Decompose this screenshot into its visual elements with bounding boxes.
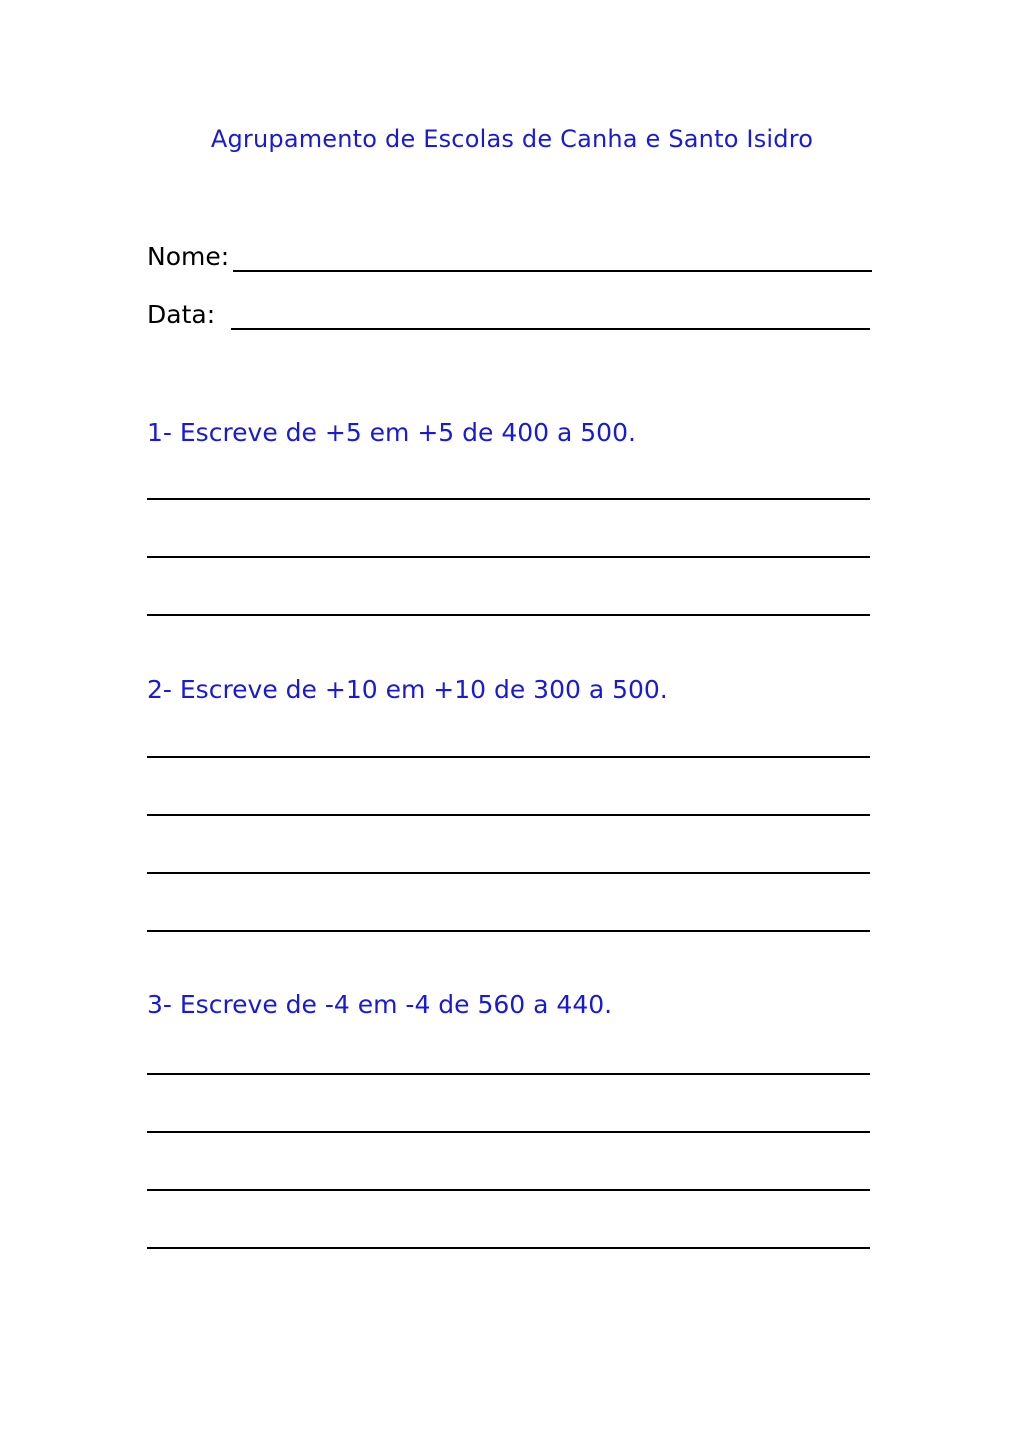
answer-line-q1-1[interactable]	[147, 498, 870, 500]
question-3: 3- Escreve de -4 em -4 de 560 a 440.	[147, 990, 613, 1019]
answer-line-q2-2[interactable]	[147, 814, 870, 816]
answer-line-q3-2[interactable]	[147, 1131, 870, 1133]
answer-line-q2-1[interactable]	[147, 756, 870, 758]
school-title: Agrupamento de Escolas de Canha e Santo Isidro	[210, 125, 814, 153]
answer-line-q2-3[interactable]	[147, 872, 870, 874]
date-label: Data:	[147, 300, 216, 329]
answer-line-q1-2[interactable]	[147, 556, 870, 558]
date-field[interactable]	[231, 328, 870, 330]
name-field[interactable]	[233, 270, 872, 272]
answer-line-q3-1[interactable]	[147, 1073, 870, 1075]
question-2: 2- Escreve de +10 em +10 de 300 a 500.	[147, 675, 668, 704]
answer-line-q1-3[interactable]	[147, 614, 870, 616]
answer-line-q3-4[interactable]	[147, 1247, 870, 1249]
question-1: 1- Escreve de +5 em +5 de 400 a 500.	[147, 418, 636, 447]
answer-line-q3-3[interactable]	[147, 1189, 870, 1191]
answer-line-q2-4[interactable]	[147, 930, 870, 932]
name-label: Nome:	[147, 242, 230, 271]
